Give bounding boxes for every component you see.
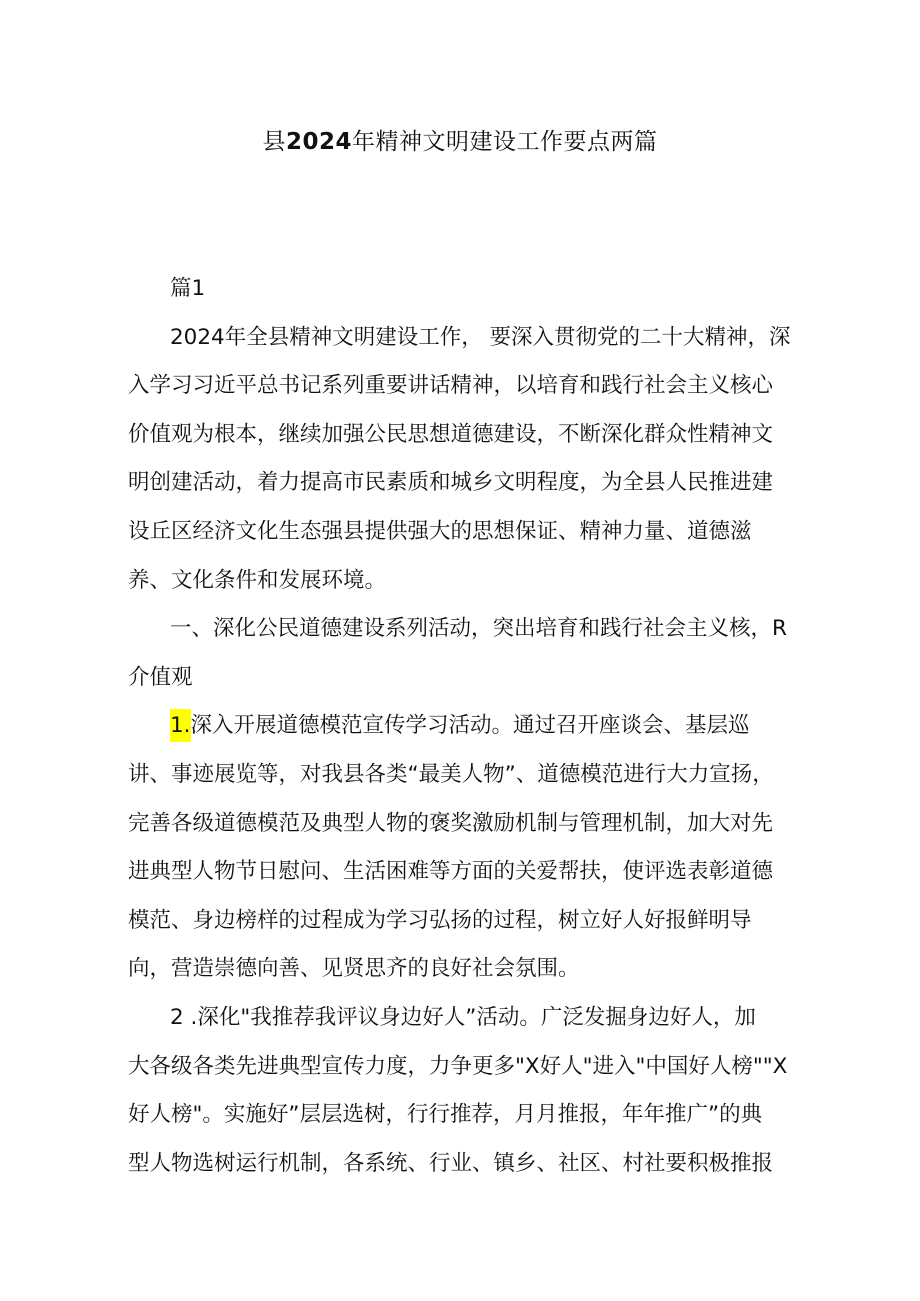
section-label: 篇1 (170, 276, 206, 301)
document-title (0, 122, 920, 162)
heading-line: 介值观 (128, 664, 193, 690)
intro-line: 明创建活动，着力提高市民素质和城乡文明程度，为全县人民推进建 (128, 470, 774, 496)
title-prefix: 县 (262, 129, 286, 155)
intro-line: 2024年全县精神文明建设工作， 要深入贯彻党的二十大精神，深 (170, 324, 791, 350)
item-line: 讲、事迹展览等，对我县各类“最美人物”、道德模范进行大力宣扬， (128, 761, 774, 787)
item-line: 大各级各类先进典型宣传力度，力争更多"X好人"进入"中国好人榜""X (128, 1053, 788, 1079)
intro-line: 价值观为根本，继续加强公民思想道德建设，不断深化群众性精神文 (128, 421, 774, 447)
title-suffix: 年精神文明建设工作要点两篇 (352, 129, 658, 155)
item-number-highlight: 1. (170, 709, 191, 742)
item-line: 模范、身边榜样的过程成为学习弘扬的过程，树立好人好报鲜明导 (128, 907, 752, 933)
item-one-paragraph (128, 702, 794, 994)
intro-paragraph (128, 314, 794, 606)
item-line: 型人物选树运行机制，各系统、行业、镇乡、社区、村社要积极推报 (128, 1150, 774, 1176)
intro-line: 养、文化条件和发展环境。 (128, 567, 387, 593)
item-line: 2 .深化"我推荐我评议身边好人”活动。广泛发掘身边好人，加 (170, 1004, 756, 1030)
item-line: 向，营造崇德向善、见贤思齐的良好社会氛围。 (128, 956, 580, 982)
title-year: 2024 (285, 129, 352, 155)
intro-line: 入学习习近平总书记系列重要讲话精神，以培育和践行社会主义核心 (128, 373, 774, 399)
item-two-paragraph (128, 994, 794, 1188)
item-line: 完善各级道德模范及典型人物的褒奖激励机制与管理机制，加大对先 (128, 810, 774, 836)
section-heading-one (128, 605, 794, 702)
heading-line: 一、深化公民道德建设系列活动，突出培育和践行社会主义核，R (170, 616, 787, 642)
item-line-text: 深入开展道德模范宣传学习活动。通过召开座谈会、基层巡 (190, 713, 750, 739)
document-body (128, 265, 794, 1188)
item-line (128, 702, 794, 751)
intro-line: 设丘区经济文化生态强县提供强大的思想保证、精神力量、道德滋 (128, 518, 752, 544)
item-line: 进典型人物节日慰问、生活困难等方面的关爱帮扶，使评选表彰道德 (128, 859, 774, 885)
item-line: 好人榜"。实施好”层层选树，行行推荐，月月推报，年年推广”的典 (128, 1102, 763, 1128)
